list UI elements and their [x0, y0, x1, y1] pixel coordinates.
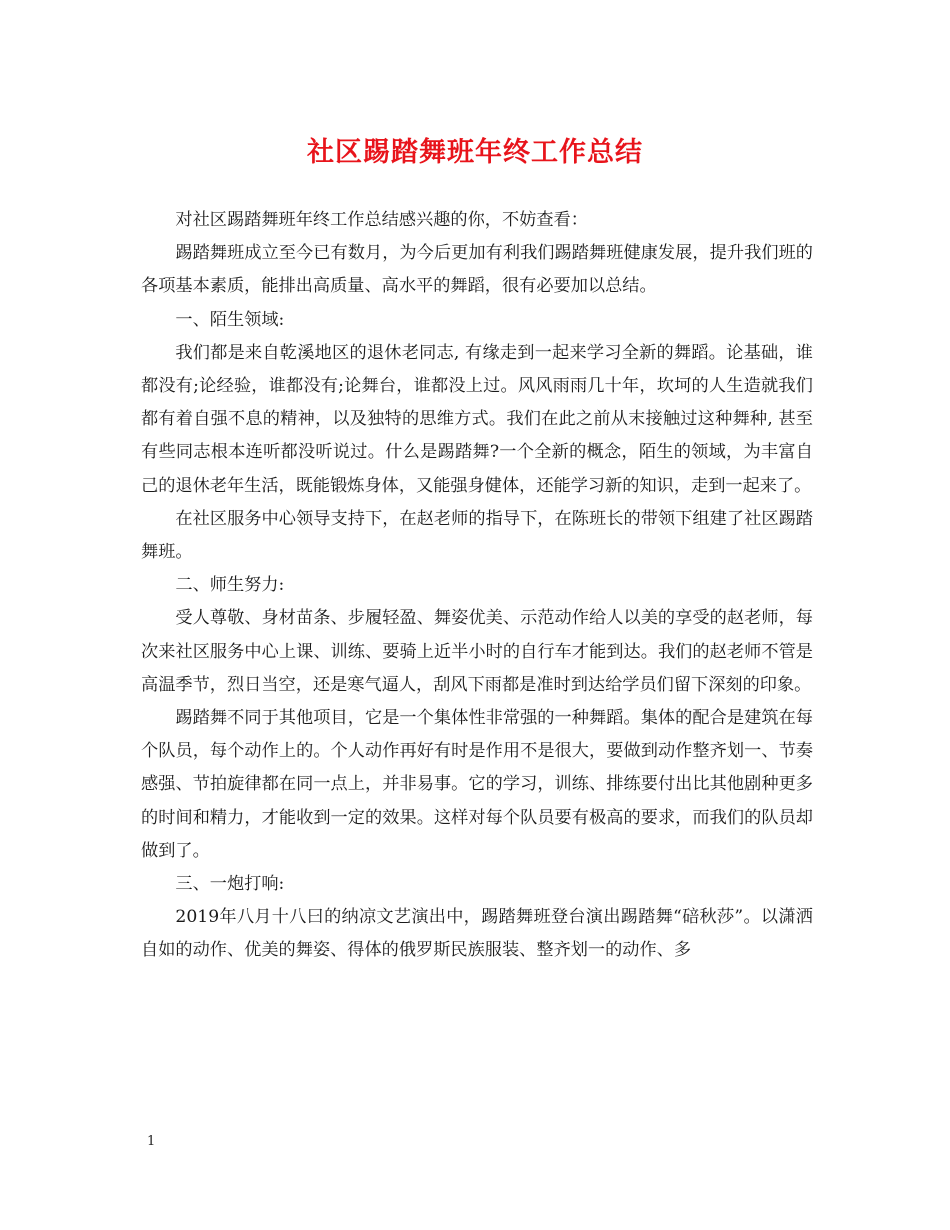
paragraph-background: 我们都是来自乾溪地区的退休老同志, 有缘走到一起来学习全新的舞蹈。论基础，谁都没有;论经验，谁都没有;论舞台，谁都没上过。风风雨雨几十年，坎坷的人生造就我们都有着自强不息的精神，以及独特的思维方式。我们在此之前从末接触过这种舞种, 甚至有些同志根本连听都没听说过。什么是踢踏舞?一个全新的概念，陌生的领域，为丰富自己的退休老年生活，既能锻炼身体，又能强身健体，还能学习新的知识，走到一起来了。 — [141, 342, 813, 496]
paragraph-purpose: 踢踏舞班成立至今已有数月，为今后更加有利我们踢踏舞班健康发展，提升我们班的各项基本素质，能排出高质量、高水平的舞蹈，很有必要加以总结。 — [141, 243, 813, 297]
page-number: 1 — [147, 1134, 156, 1149]
section-heading-3: 三、一炮打响: — [175, 874, 285, 895]
paragraph-intro: 对社区踢踏舞班年终工作总结感兴趣的你，不妨查看： — [175, 210, 588, 230]
section-heading-1: 一、陌生领域: — [175, 309, 285, 330]
document-body — [141, 204, 813, 968]
paragraph-founding: 在社区服务中心领导支持下，在赵老师的指导下，在陈班长的带领下组建了社区踢踏舞班。 — [141, 508, 813, 563]
document-title: 社区踢踏舞班年终工作总结 — [307, 137, 643, 168]
paragraph-teamwork: 踢踏舞不同于其他项目，它是一个集体性非常强的一种舞蹈。集体的配合是建筑在每个队员，每个动作上的。个人动作再好有时是作用不是很大，要做到动作整齐划一、节奏感强、节拍旋律都在同一点上，并非易事。它的学习，训练、排练要付出比其他剧种更多的时间和精力，才能收到一定的效果。这样对每个队员要有极高的要求，而我们的队员却做到了。 — [141, 708, 813, 861]
section-heading-2: 二、师生努力: — [175, 575, 285, 596]
paragraph-performance: 2019年八月十八曰的纳凉文艺演出中，踢踏舞班登台演出踢踏舞“碚秋莎”。以潇洒自如的动作、优美的舞姿、得体的俄罗斯民族服装、整齐划一的动作、多 — [141, 907, 813, 961]
paragraph-teacher: 受人尊敬、身材苗条、步履轻盈、舞姿优美、示范动作给人以美的享受的赵老师，每次来社区服务中心上课、训练、要骑上近半小时的自行车才能到达。我们的赵老师不管是高温季节，烈日当空，还是寒气逼人，刮风下雨都是准时到达给学员们留下深刻的印象。 — [141, 608, 813, 695]
